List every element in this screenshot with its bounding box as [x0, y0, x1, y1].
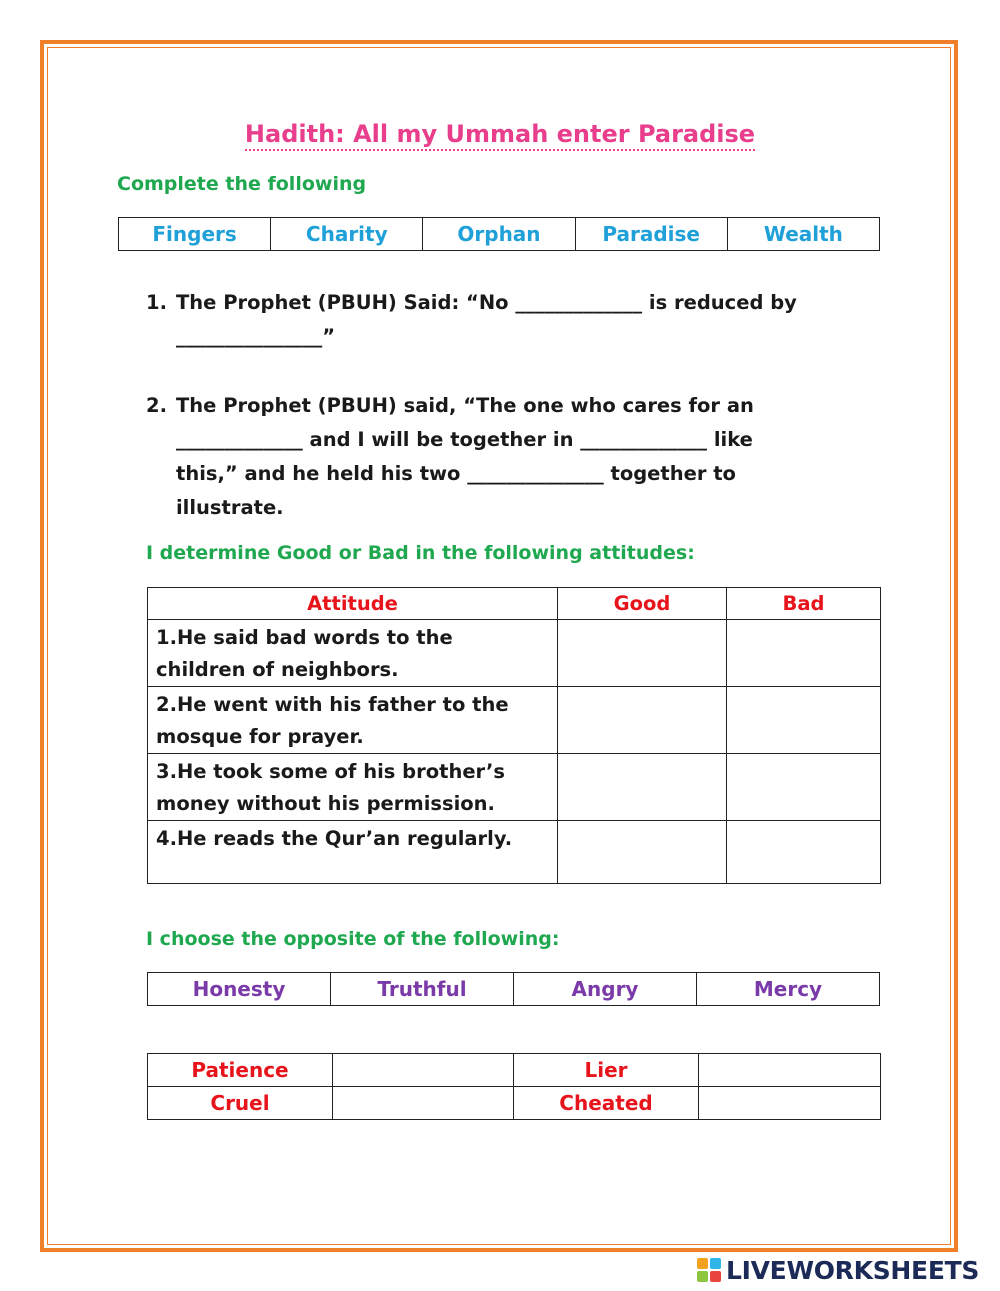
opposite-word: Truthful [331, 973, 514, 1006]
opposite-word: Mercy [697, 973, 880, 1006]
column-header-attitude: Attitude [148, 588, 558, 620]
question-1 [146, 286, 876, 354]
good-answer-cell[interactable] [558, 687, 727, 754]
question-line: The Prophet (PBUH) Said: “No _____________ is reduced by [176, 291, 797, 314]
logo-square [697, 1258, 708, 1269]
question-number: 2. [146, 394, 167, 417]
question-line: illustrate. [176, 496, 284, 519]
question-line: _______________” [176, 325, 336, 348]
logo-square [710, 1258, 721, 1269]
attitude-cell [148, 620, 558, 687]
logo-square [697, 1271, 708, 1282]
opposite-prompt: Patience [148, 1054, 333, 1087]
opposite-prompt: Lier [514, 1054, 699, 1087]
word-bank-item: Orphan [423, 218, 575, 251]
good-answer-cell[interactable] [558, 754, 727, 821]
table-row [148, 620, 881, 687]
opposite-word: Honesty [148, 973, 331, 1006]
good-answer-cell[interactable] [558, 620, 727, 687]
attitude-cell [148, 821, 558, 884]
opposite-word: Angry [514, 973, 697, 1006]
liveworksheets-logo-text: LIVEWORKSHEETS [726, 1255, 980, 1285]
opposite-answer-cell[interactable] [333, 1087, 514, 1120]
attitude-line: children of neighbors. [156, 658, 399, 681]
column-header-bad: Bad [727, 588, 881, 620]
opposite-prompt: Cheated [514, 1087, 699, 1120]
attitude-line: mosque for prayer. [156, 725, 364, 748]
attitude-line: 4.He reads the Qur’an regularly. [156, 827, 513, 850]
question-line: this,” and he held his two ______________ together to [176, 462, 736, 485]
opposite-words-table [147, 972, 880, 1006]
section-good-bad-heading: I determine Good or Bad in the following attitudes: [146, 542, 695, 564]
word-bank-item: Fingers [119, 218, 271, 251]
question-line: _____________ and I will be together in _____________ like [176, 428, 753, 451]
opposite-answers-table [147, 1053, 881, 1120]
opposite-answer-cell[interactable] [333, 1054, 514, 1087]
good-answer-cell[interactable] [558, 821, 727, 884]
attitude-line: 1.He said bad words to the [156, 626, 453, 649]
word-bank-item: Wealth [727, 218, 879, 251]
bad-answer-cell[interactable] [727, 620, 881, 687]
word-bank-table [118, 217, 880, 251]
column-header-good: Good [558, 588, 727, 620]
word-bank-item: Charity [271, 218, 423, 251]
worksheet-title [0, 120, 1000, 148]
word-bank-item: Paradise [575, 218, 727, 251]
table-row [148, 754, 881, 821]
opposite-answer-cell[interactable] [699, 1054, 881, 1087]
opposite-prompt: Cruel [148, 1087, 333, 1120]
bad-answer-cell[interactable] [727, 754, 881, 821]
attitude-line: money without his permission. [156, 792, 495, 815]
attitude-table [147, 587, 881, 884]
bad-answer-cell[interactable] [727, 687, 881, 754]
logo-square [710, 1271, 721, 1282]
table-row [148, 687, 881, 754]
attitude-cell [148, 754, 558, 821]
worksheet-title-text: Hadith: All my Ummah enter Paradise [245, 120, 755, 151]
table-row [148, 821, 881, 884]
bad-answer-cell[interactable] [727, 821, 881, 884]
question-2 [146, 389, 876, 525]
liveworksheets-logo [697, 1255, 979, 1285]
section-complete-heading: Complete the following [117, 173, 367, 195]
attitude-line: 3.He took some of his brother’s [156, 760, 506, 783]
liveworksheets-logo-icon [697, 1258, 721, 1282]
question-line: The Prophet (PBUH) said, “The one who cares for an [176, 394, 754, 417]
table-row [148, 1087, 881, 1120]
section-opposite-heading: I choose the opposite of the following: [146, 928, 560, 950]
attitude-cell [148, 687, 558, 754]
opposite-answer-cell[interactable] [699, 1087, 881, 1120]
table-row [148, 1054, 881, 1087]
attitude-line: 2.He went with his father to the [156, 693, 509, 716]
question-number: 1. [146, 291, 167, 314]
